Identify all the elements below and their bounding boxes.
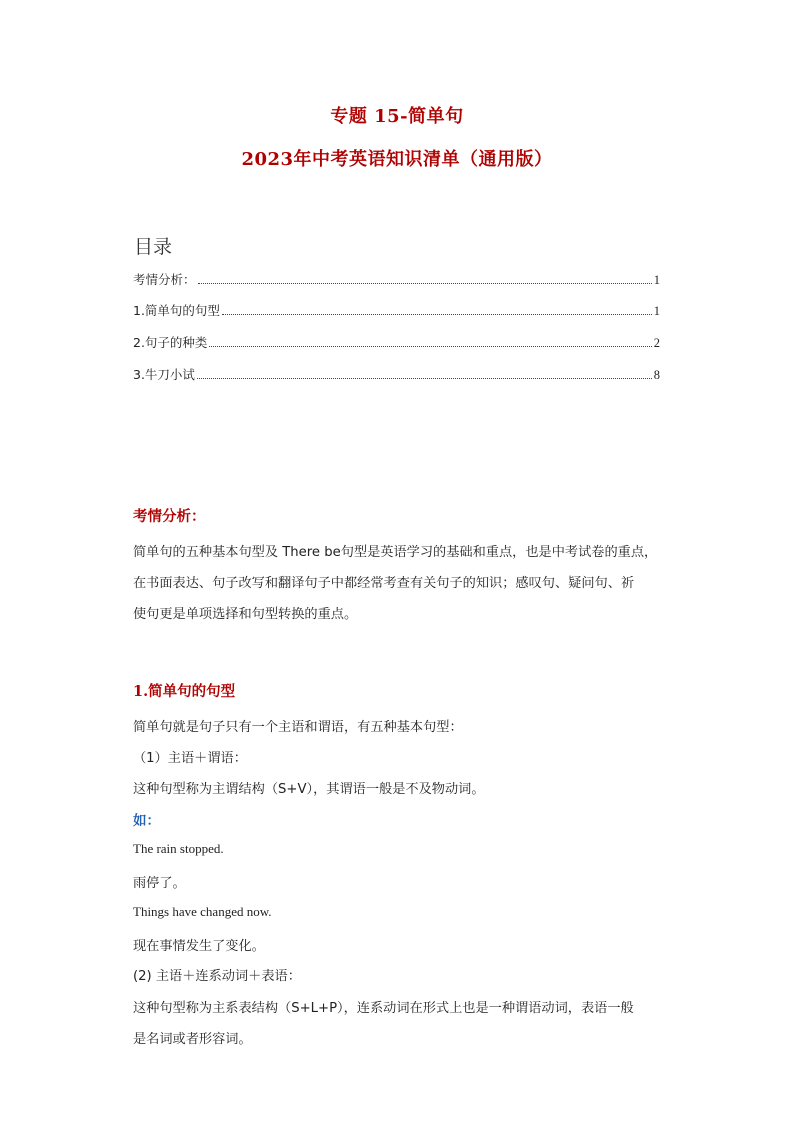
pattern1-desc: 这种句型称为主谓结构（S+V），其谓语一般是不及物动词。	[133, 782, 485, 797]
analysis-line: 使句更是单项选择和句型转换的重点。	[133, 607, 358, 622]
analysis-line: 简单句的五种基本句型及 There be句型是英语学习的基础和重点，也是中考试卷的重点，	[133, 545, 658, 560]
toc-item[interactable]	[133, 333, 660, 351]
toc-item-page: 1	[653, 273, 660, 287]
example1-english: The rain stopped.	[133, 841, 224, 856]
analysis-heading: 考情分析：	[133, 508, 206, 525]
pattern2-desc: 是名词或者形容词。	[133, 1032, 252, 1047]
toc-item-label: 3.牛刀小试	[133, 367, 195, 382]
section1-heading: 1.简单句的句型	[133, 683, 236, 700]
document-title-line2: 2023年中考英语知识清单（通用版）	[241, 149, 553, 170]
toc-item-label: 考情分析：	[133, 272, 196, 287]
example2-chinese: 现在事情发生了变化。	[133, 939, 265, 954]
example2-english: Things have changed now.	[133, 904, 272, 919]
toc-leader	[209, 345, 651, 347]
document-title-line1: 专题 15-简单句	[330, 106, 464, 127]
toc-leader	[198, 282, 652, 284]
pattern1-title: （1）主语＋谓语：	[133, 751, 247, 766]
toc-heading: 目录	[134, 236, 173, 258]
analysis-line: 在书面表达、句子改写和翻译句子中都经常考查有关句子的知识；感叹句、疑问句、祈	[133, 576, 635, 591]
toc-item-page: 8	[653, 368, 660, 382]
toc-item-page: 2	[653, 336, 660, 350]
toc-item-page: 1	[653, 304, 660, 318]
toc-item-label: 1.简单句的句型	[133, 303, 220, 318]
section1-intro: 简单句就是句子只有一个主语和谓语，有五种基本句型：	[133, 720, 463, 735]
toc-leader	[222, 313, 652, 315]
toc-item[interactable]	[133, 301, 660, 319]
example-label: 如：	[133, 813, 160, 829]
pattern2-title: (2) 主语＋连系动词＋表语：	[133, 969, 301, 984]
toc-item[interactable]	[133, 365, 660, 383]
toc-item-label: 2.句子的种类	[133, 335, 208, 350]
pattern2-desc: 这种句型称为主系表结构（S+L+P），连系动词在形式上也是一种谓语动词，表语一般	[133, 1001, 634, 1016]
toc-item[interactable]	[133, 270, 660, 288]
toc-leader	[197, 377, 652, 379]
example1-chinese: 雨停了。	[133, 876, 186, 891]
